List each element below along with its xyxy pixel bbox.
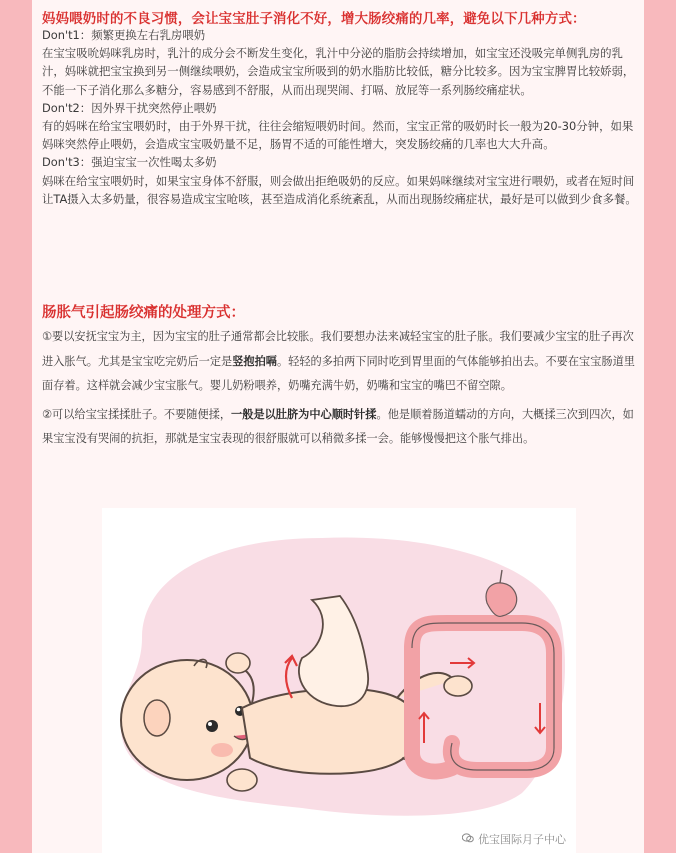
method2-text: ②可以给宝宝揉揉肚子。不要随便揉， (42, 407, 232, 421)
method2-emphasis-lead: 一般是 (231, 407, 265, 421)
illustration-graphic (102, 508, 576, 853)
method1-paragraph (42, 325, 637, 399)
method2-paragraph (42, 403, 637, 452)
dont1-title: Don't1：频繁更换左右乳房喂奶 (42, 28, 206, 42)
watermark-text: 优宝国际月子中心 (478, 833, 566, 846)
watermark (462, 831, 566, 847)
treatment-list (42, 325, 637, 456)
heading-bad-habits: 妈妈喂奶时的不良习惯，会让宝宝肚子消化不好，增大肠绞痛的几率，避免以下几种方式： (42, 12, 586, 27)
baby-massage-illustration (102, 508, 576, 853)
dont2-title: Don't2：因外界干扰突然停止喂奶 (42, 100, 217, 115)
dont1-body: 在宝宝吸吮妈咪乳房时，乳汁的成分会不断发生变化，乳汁中分泌的脂肪会持续增加，如宝宝还没吸完单侧乳房的乳汁，妈咪就把宝宝换到另一侧继续喂奶，会造成宝宝所吸到的奶水脂肪比较低，糖分比较多。因为宝宝脾胃比较娇弱，不能一下子消化那么多糖分，容易感到不舒服，从而出现哭闹、打嗝、放屁等一系列肠绞痛症状。 (42, 46, 635, 97)
dont2-body: 有的妈咪在给宝宝喂奶时，由于外界干扰，往往会缩短喂奶时间。然而，宝宝正常的吸奶时长一般为20-30分钟，如果妈咪突然停止喂奶，会造成宝宝吸奶量不足，肠胃不适的可能性增大，突发肠绞痛的几率也大大升高。 (42, 119, 634, 152)
method1-emphasis: 竖抱拍嗝 (232, 354, 277, 368)
method1-text: ①要以安抚宝宝为主，因为宝宝的肚子通常都会比较胀。我们要想办法来减轻宝宝的肚子胀。我们要减少宝宝的肚子再次进入胀气。尤其是宝宝吃完奶后一定是 (42, 330, 634, 368)
dont3-body: 妈咪在给宝宝喂奶时，如果宝宝身体不舒服，则会做出拒绝吸奶的反应。如果妈咪继续对宝宝进行喂奶，或者在短时间让TA摄入太多奶量，很容易造成宝宝呛咳，甚至造成消化系统紊乱，从而出现肠绞痛症状，最好是可以做到少食多餐。 (42, 173, 637, 206)
wechat-icon (462, 833, 474, 846)
method2-emphasis: 以肚脐为中心顺时针揉 (264, 407, 377, 421)
heading-treatment: 肠胀气引起肠绞痛的处理方式： (42, 305, 245, 321)
dont3-title: Don't3：强迫宝宝一次性喝太多奶 (42, 155, 217, 170)
method2-text-end: 。他是顺着肠道蠕动的方向，大概揉三次到四次，如果宝宝没有哭闹的抗拒，那就是宝宝表现的很舒服就可以稍微多揉一会。能够慢慢把这个胀气排出。 (42, 407, 634, 446)
dont-list (42, 26, 637, 208)
method1-text-end: 。轻轻的多拍两下同时吃到胃里面的气体能够拍出去。不要在宝宝肠道里面存着。这样就会减少宝宝胀气。婴儿奶粉喂养，奶嘴充满牛奶，奶嘴和宝宝的嘴巴不留空隙。 (42, 354, 635, 393)
article-card (32, 0, 644, 853)
